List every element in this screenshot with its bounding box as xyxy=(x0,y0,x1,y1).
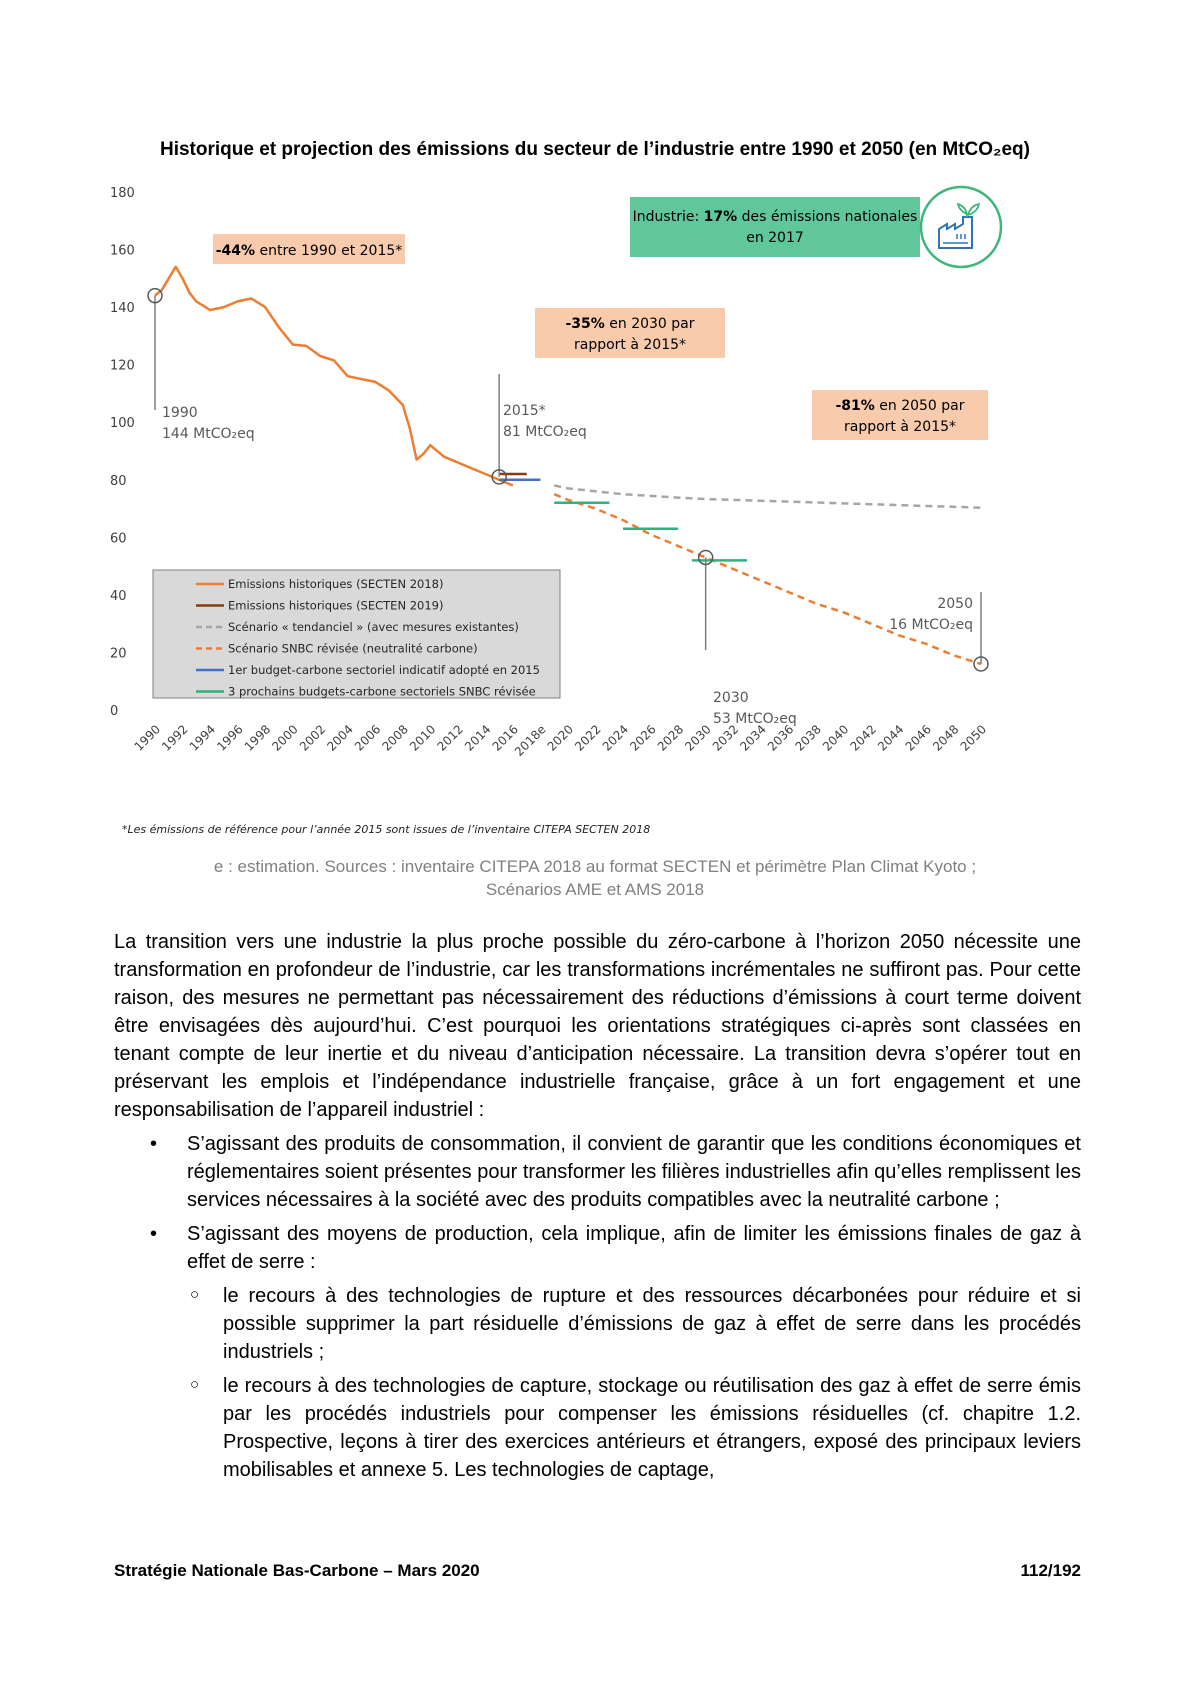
legend-label: 3 prochains budgets-carbone sectoriels SNBC révisée xyxy=(228,684,536,699)
x-axis xyxy=(132,722,989,759)
legend-label: Scénario SNBC révisée (neutralité carbone) xyxy=(228,641,478,656)
legend-label: 1er budget-carbone sectoriel indicatif adopté en 2015 xyxy=(228,663,540,677)
chart-footnote: *Les émissions de référence pour l’année 2015 sont issues de l’inventaire CITEPA SECTEN 2018 xyxy=(122,823,651,836)
x-tick-label: 2012 xyxy=(434,722,466,754)
sub-bullet-marker: ○ xyxy=(190,1286,200,1303)
legend-label: Emissions historiques (SECTEN 2019) xyxy=(228,598,444,613)
x-tick-label: 2002 xyxy=(296,722,329,754)
bullet-marker: • xyxy=(150,1133,158,1155)
box-35-line2: rapport à 2015* xyxy=(573,337,687,353)
x-tick-label: 2026 xyxy=(627,722,659,754)
chart-legend xyxy=(153,570,560,699)
box-44-text: -44% entre 1990 et 2015* xyxy=(215,243,403,259)
y-tick-label: 180 xyxy=(110,186,135,201)
x-tick-label: 2010 xyxy=(406,722,439,754)
industry-share-line2: en 2017 xyxy=(746,230,804,246)
x-tick-label: 2006 xyxy=(351,722,384,754)
emissions-chart xyxy=(110,186,1090,852)
x-tick-label: 1996 xyxy=(214,722,246,754)
y-tick-label: 60 xyxy=(110,531,127,547)
page-number: 112/192 xyxy=(1020,1561,1081,1580)
series-2-line xyxy=(554,486,981,508)
point-2050-value: 16 MtCO₂eq xyxy=(889,617,973,633)
x-tick-label: 2008 xyxy=(379,722,411,754)
y-tick-label: 0 xyxy=(110,704,119,719)
point-1990-year: 1990 xyxy=(162,405,198,421)
x-tick-label: 2040 xyxy=(819,722,852,754)
figure-caption xyxy=(130,855,1060,901)
x-tick-label: 1994 xyxy=(186,722,219,754)
x-tick-label: 2042 xyxy=(847,722,879,754)
point-1990-value: 144 MtCO₂eq xyxy=(162,426,255,442)
y-tick-label: 100 xyxy=(110,416,135,432)
box-81-line2: rapport à 2015* xyxy=(843,419,957,435)
x-tick-label: 2036 xyxy=(764,722,797,754)
factory-icon xyxy=(921,187,1001,267)
bullet-text: S’agissant des produits de consommation, il convient de garantir que les conditions économiques et réglementaires soient présentes pour transformer les filières industrielles afin qu’elles remplissent les services nécessaires à la société avec des produits compatibles avec la neutralité carbone ; xyxy=(187,1133,1081,1211)
bullet-text: S’agissant des moyens de production, cela implique, afin de limiter les émissions finales de gaz à effet de serre : xyxy=(187,1223,1081,1273)
x-tick-label: 1990 xyxy=(131,722,164,754)
sub-bullet-item xyxy=(114,1372,1081,1484)
legend-label: Scénario « tendanciel » (avec mesures existantes) xyxy=(228,620,519,634)
x-tick-label: 2044 xyxy=(875,722,907,754)
industry-share-line1: Industrie: 17% des émissions nationales xyxy=(632,209,918,225)
point-2015-value: 81 MtCO₂eq xyxy=(503,424,587,440)
sub-bullet-text: le recours à des technologies de capture, stockage ou réutilisation des gaz à effet de serre émis par les procédés industriels pour compenser les émissions résiduelles (cf. chapitre 1.2. Prospective, leçons à tirer des exercices antérieurs et étrangers, exposé des principaux leviers mobilisables et annexe 5. Les technologies de captage, xyxy=(223,1375,1081,1481)
y-tick-label: 140 xyxy=(110,301,135,317)
point-2015-year: 2015* xyxy=(503,403,546,419)
y-axis xyxy=(110,186,135,719)
footer-title: Stratégie Nationale Bas-Carbone – Mars 2020 xyxy=(114,1561,480,1580)
x-tick-label: 2016 xyxy=(489,722,522,754)
x-tick-label: 2034 xyxy=(737,722,769,754)
bullet-item xyxy=(114,1220,1081,1276)
x-tick-label: 2038 xyxy=(792,722,824,754)
bullet-marker: • xyxy=(150,1223,158,1245)
x-tick-label: 2000 xyxy=(269,722,301,754)
y-tick-label: 80 xyxy=(110,473,127,489)
x-tick-label: 2018e xyxy=(511,722,549,759)
y-tick-label: 120 xyxy=(110,358,135,374)
x-tick-label: 2022 xyxy=(572,722,604,754)
x-tick-label: 1998 xyxy=(241,722,274,754)
industry-share-bg xyxy=(630,197,920,257)
y-tick-label: 20 xyxy=(110,646,127,662)
point-2030-value: 53 MtCO₂eq xyxy=(713,711,797,727)
x-tick-label: 2030 xyxy=(682,722,714,754)
x-tick-label: 2024 xyxy=(599,722,632,754)
legend-label: Emissions historiques (SECTEN 2018) xyxy=(228,577,444,591)
box-81-line1: -81% en 2050 par xyxy=(835,398,965,414)
intro-paragraph: La transition vers une industrie la plus proche possible du zéro-carbone à l’horizon 2050 nécessite une transformation en profondeur de l’industrie, car les transformations incrémentales ne suffiront pas. Pour cette raison, des mesures ne permettant pas nécessairement des réductions d’émissions à court terme doivent être envisagées dès aujourd’hui. C’est pourquoi les orientations stratégiques ci-après sont classées en tenant compte de leur inertie et du niveau d’anticipation nécessaire. La transition devra s’opérer tout en préservant les emplois et l’indépendance industrielle française, grâce à un fort engagement et une responsabilisation de l’appareil industriel : xyxy=(114,931,1081,1121)
x-tick-label: 2048 xyxy=(930,722,962,754)
sub-bullet-item xyxy=(114,1282,1081,1366)
x-tick-label: 2032 xyxy=(709,722,742,754)
box-35-line1: -35% en 2030 par xyxy=(565,316,695,332)
x-tick-label: 2046 xyxy=(902,722,935,754)
body-text xyxy=(114,928,1081,1484)
x-tick-label: 2020 xyxy=(544,722,577,754)
x-tick-label: 2014 xyxy=(462,722,494,754)
bullet-item xyxy=(114,1130,1081,1214)
y-tick-label: 160 xyxy=(110,243,135,259)
x-tick-label: 1992 xyxy=(159,722,191,754)
y-tick-label: 40 xyxy=(110,588,127,604)
caption-line-2: Scénarios AME et AMS 2018 xyxy=(485,880,705,899)
sub-bullet-text: le recours à des technologies de rupture et des ressources décarbonées pour réduire et si possible supprimer la part résiduelle d’émissions de gaz à effet de serre dans les procédés industriels ; xyxy=(223,1285,1081,1363)
point-2030-year: 2030 xyxy=(713,690,749,706)
series-0-line xyxy=(155,267,513,486)
figure-title: Historique et projection des émissions du secteur de l’industrie entre 1990 et 2050 (en MtCO₂eq) xyxy=(159,139,1030,160)
x-tick-label: 2028 xyxy=(654,722,687,754)
sub-bullet-marker: ○ xyxy=(190,1376,200,1393)
x-tick-label: 2004 xyxy=(324,722,356,754)
x-tick-label: 2050 xyxy=(957,722,990,754)
caption-line-1: e : estimation. Sources : inventaire CITEPA 2018 au format SECTEN et périmètre Plan Climat Kyoto ; xyxy=(213,857,977,876)
series-3-line xyxy=(554,494,981,664)
point-2050-year: 2050 xyxy=(937,596,973,612)
